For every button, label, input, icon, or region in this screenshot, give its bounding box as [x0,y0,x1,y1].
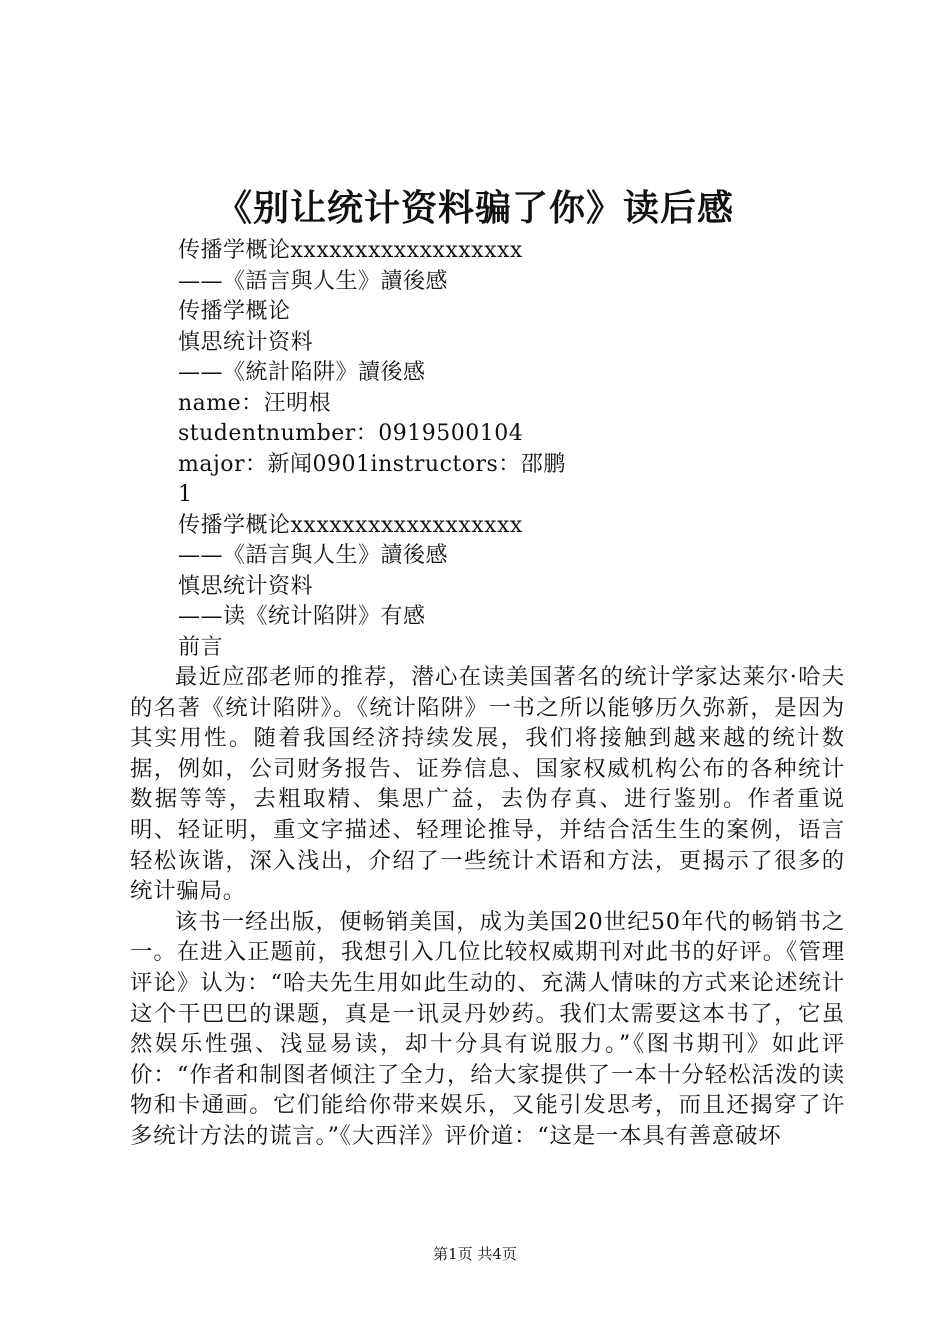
student-number-line: studentnumber：0919500104 [178,421,524,446]
inline-page-number: 1 [178,482,193,507]
front-matter-line: 慎思统计资料 [178,329,314,355]
front-matter-line: ——读《统计陷阱》有感 [178,604,426,629]
front-matter [178,236,878,663]
body-text [130,662,845,1152]
preface-heading: 前言 [178,634,224,660]
front-matter-line: ——《語言與人生》讀後感 [178,268,449,294]
front-matter-line: 传播学概论 [178,299,291,324]
author-name-line: name：汪明根 [178,390,332,416]
front-matter-line: ——《語言與人生》讀後感 [178,543,449,568]
major-instructor-line: major：新闻0901instructors：邵鹏 [178,451,566,477]
front-matter-line: 传播学概论xxxxxxxxxxxxxxxxxx [178,512,523,538]
page-footer: 第1页 共4页 [433,1245,517,1263]
front-matter-line: 慎思统计资料 [178,573,314,599]
document-title: 《别让统计资料骗了你》读后感 [215,187,734,229]
body-paragraph: 该书一经出版，便畅销美国，成为美国20世纪50年代的畅销书之一。在进入正题前，我想引入几位比较权威期刊对此书的好评。《管理评论》认为：“哈夫先生用如此生动的、充满人情味的方式来论述统计这个干巴巴的课题，真是一讯灵丹妙药。我们太需要这本书了，它虽然娱乐性强、浅显易读，却十分具有说服力。”《图书期刊》如此评价：“作者和制图者倾注了全力，给大家提供了一本十分轻松活泼的读物和卡通画。它们能给你带来娱乐，又能引发思考，而且还揭穿了许多统计方法的谎言。”《大西洋》评价道：“这是一本具有善意破坏 [130,908,845,1149]
front-matter-line: ——《統計陷阱》讀後感 [178,360,426,385]
front-matter-line: 传播学概论xxxxxxxxxxxxxxxxxx [178,238,523,263]
body-paragraph: 最近应邵老师的推荐，潜心在读美国著名的统计学家达莱尔·哈夫的名著《统计陷阱》。《统计陷阱》一书之所以能够历久弥新，是因为其实用性。随着我国经济持续发展，我们将接触到越来越的统计数据，例如，公司财务报告、证券信息、国家权威机构公布的各种统计数据等等，去粗取精、集思广益，去伪存真、进行鉴别。作者重说明、轻证明，重文字描述、轻理论推导，并结合活生生的案例，语言轻松诙谐，深入浅出，介绍了一些统计术语和方法，更揭示了很多的统计骗局。 [130,664,845,905]
